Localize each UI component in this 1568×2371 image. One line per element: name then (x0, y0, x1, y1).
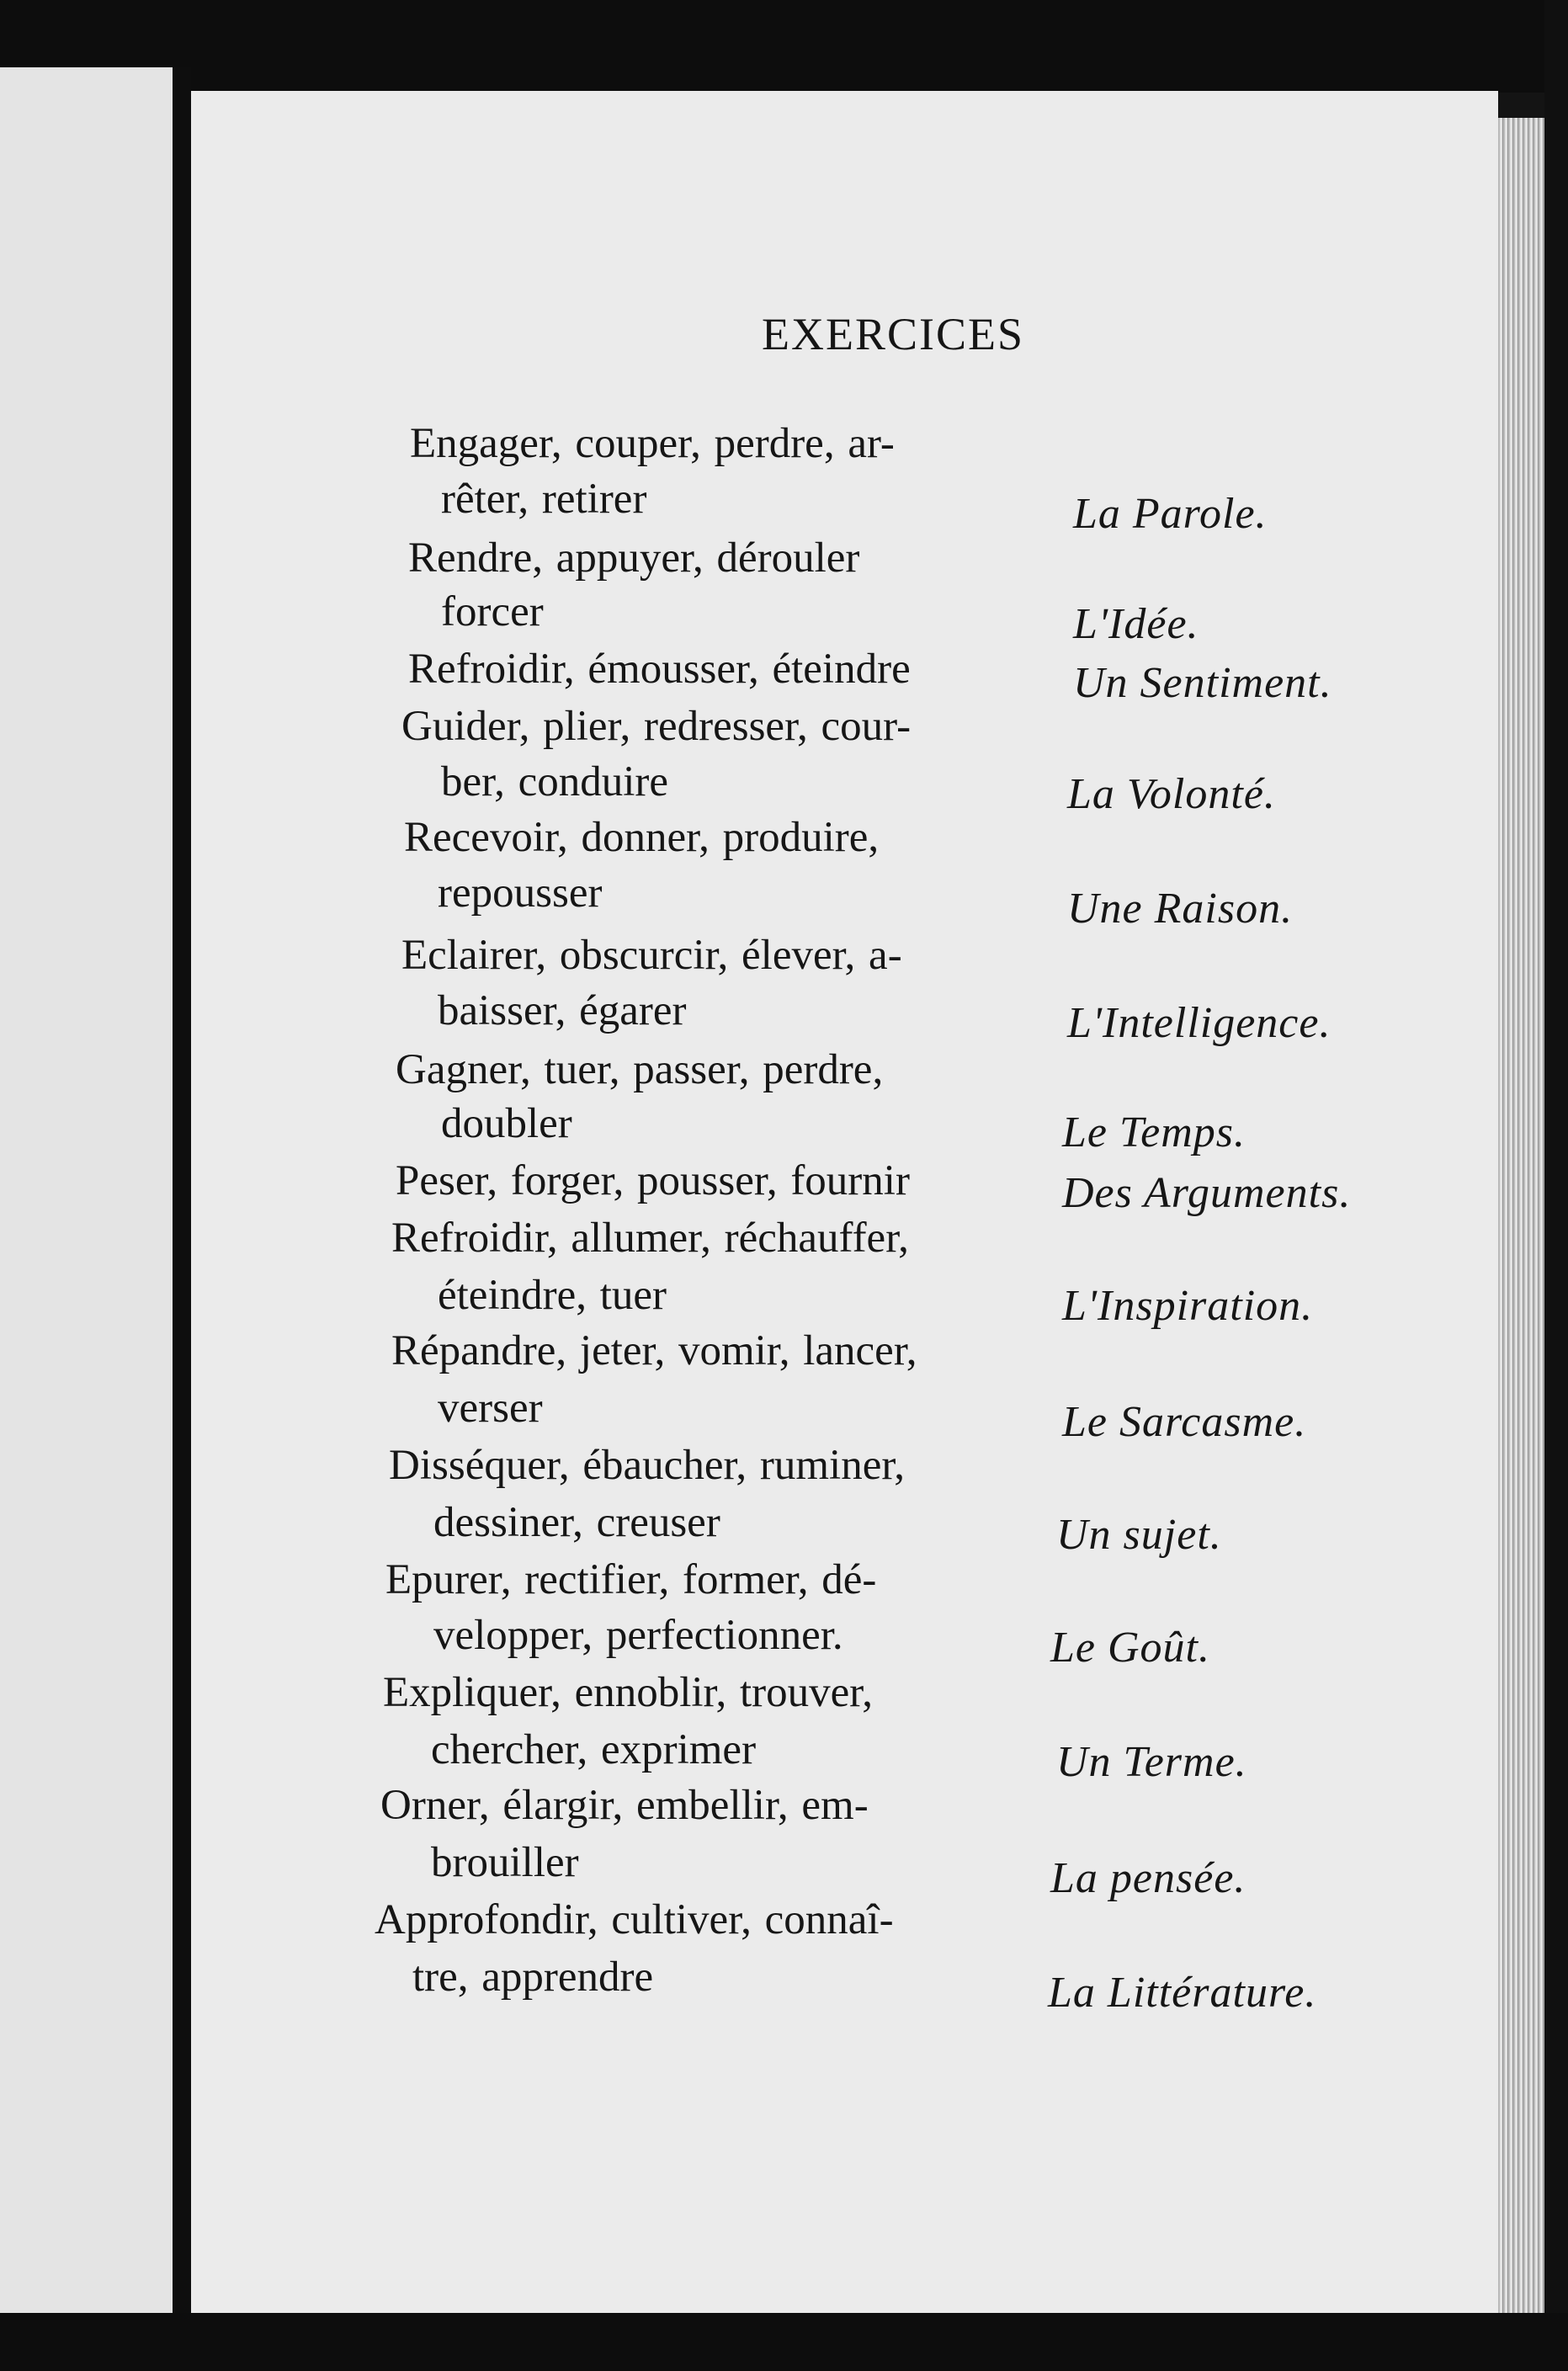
topic-label: Des Arguments. (1062, 1169, 1352, 1217)
scan-bottom-border (0, 2313, 1568, 2371)
topic-label: La Littérature. (1048, 1969, 1317, 2017)
verb-line: chercher, exprimer (431, 1726, 757, 1773)
topic-label: Le Sarcasme. (1062, 1398, 1307, 1446)
verb-line: brouiller (431, 1839, 579, 1886)
topic-label: La pensée. (1050, 1854, 1246, 1902)
topic-label: L'Idée. (1073, 600, 1199, 648)
verb-line: Refroidir, allumer, réchauffer, (391, 1215, 909, 1262)
verb-line: Peser, forger, pousser, fournir (396, 1157, 910, 1204)
verb-line: baisser, égarer (438, 987, 687, 1034)
topic-label: L'Intelligence. (1067, 999, 1331, 1047)
scan-top-border (0, 0, 1568, 93)
verb-line: Disséquer, ébaucher, ruminer, (389, 1442, 906, 1489)
topic-label: Un Terme. (1056, 1738, 1247, 1786)
verb-line: velopper, perfectionner. (433, 1612, 843, 1659)
verb-line: Répandre, jeter, vomir, lancer, (391, 1327, 917, 1374)
topic-label: Une Raison. (1067, 885, 1294, 933)
verb-line: rêter, retirer (441, 476, 647, 523)
verb-line: Gagner, tuer, passer, perdre, (396, 1046, 884, 1093)
verb-line: Expliquer, ennoblir, trouver, (383, 1669, 873, 1716)
verb-line: dessiner, creuser (433, 1499, 720, 1546)
verb-line: éteindre, tuer (438, 1272, 667, 1319)
verb-line: ber, conduire (441, 758, 669, 805)
verb-line: Rendre, appuyer, dérouler (408, 534, 860, 582)
topic-label: Le Goût. (1050, 1624, 1210, 1672)
verb-line: doubler (441, 1100, 572, 1147)
verb-line: Approfondir, cultiver, connaî- (375, 1896, 894, 1943)
page-stack-edge (1498, 118, 1544, 2323)
verb-line: Refroidir, émousser, éteindre (408, 646, 911, 693)
topic-label: La Parole. (1073, 490, 1268, 538)
verb-line: forcer (441, 588, 544, 635)
verb-line: verser (438, 1385, 543, 1432)
scan-right-border (1544, 0, 1568, 2371)
topic-label: L'Inspiration. (1062, 1282, 1314, 1330)
page-title: EXERCICES (762, 309, 1025, 359)
verb-line: Guider, plier, redresser, cour- (401, 703, 912, 750)
verb-line: Eclairer, obscurcir, élever, a- (401, 932, 902, 979)
verb-line: repousser (438, 869, 603, 917)
verb-line: Epurer, rectifier, former, dé- (385, 1556, 877, 1603)
verb-line: tre, apprendre (412, 1954, 654, 2001)
left-page-edge (0, 67, 173, 2371)
topic-label: Un Sentiment. (1073, 659, 1332, 707)
verb-line: Engager, couper, perdre, ar- (410, 420, 895, 467)
topic-label: Un sujet. (1056, 1511, 1222, 1559)
topic-label: Le Temps. (1062, 1108, 1246, 1156)
book-gutter (173, 67, 191, 2371)
verb-line: Recevoir, donner, produire, (404, 814, 880, 861)
topic-label: La Volonté. (1067, 770, 1276, 818)
verb-line: Orner, élargir, embellir, em- (380, 1782, 869, 1829)
